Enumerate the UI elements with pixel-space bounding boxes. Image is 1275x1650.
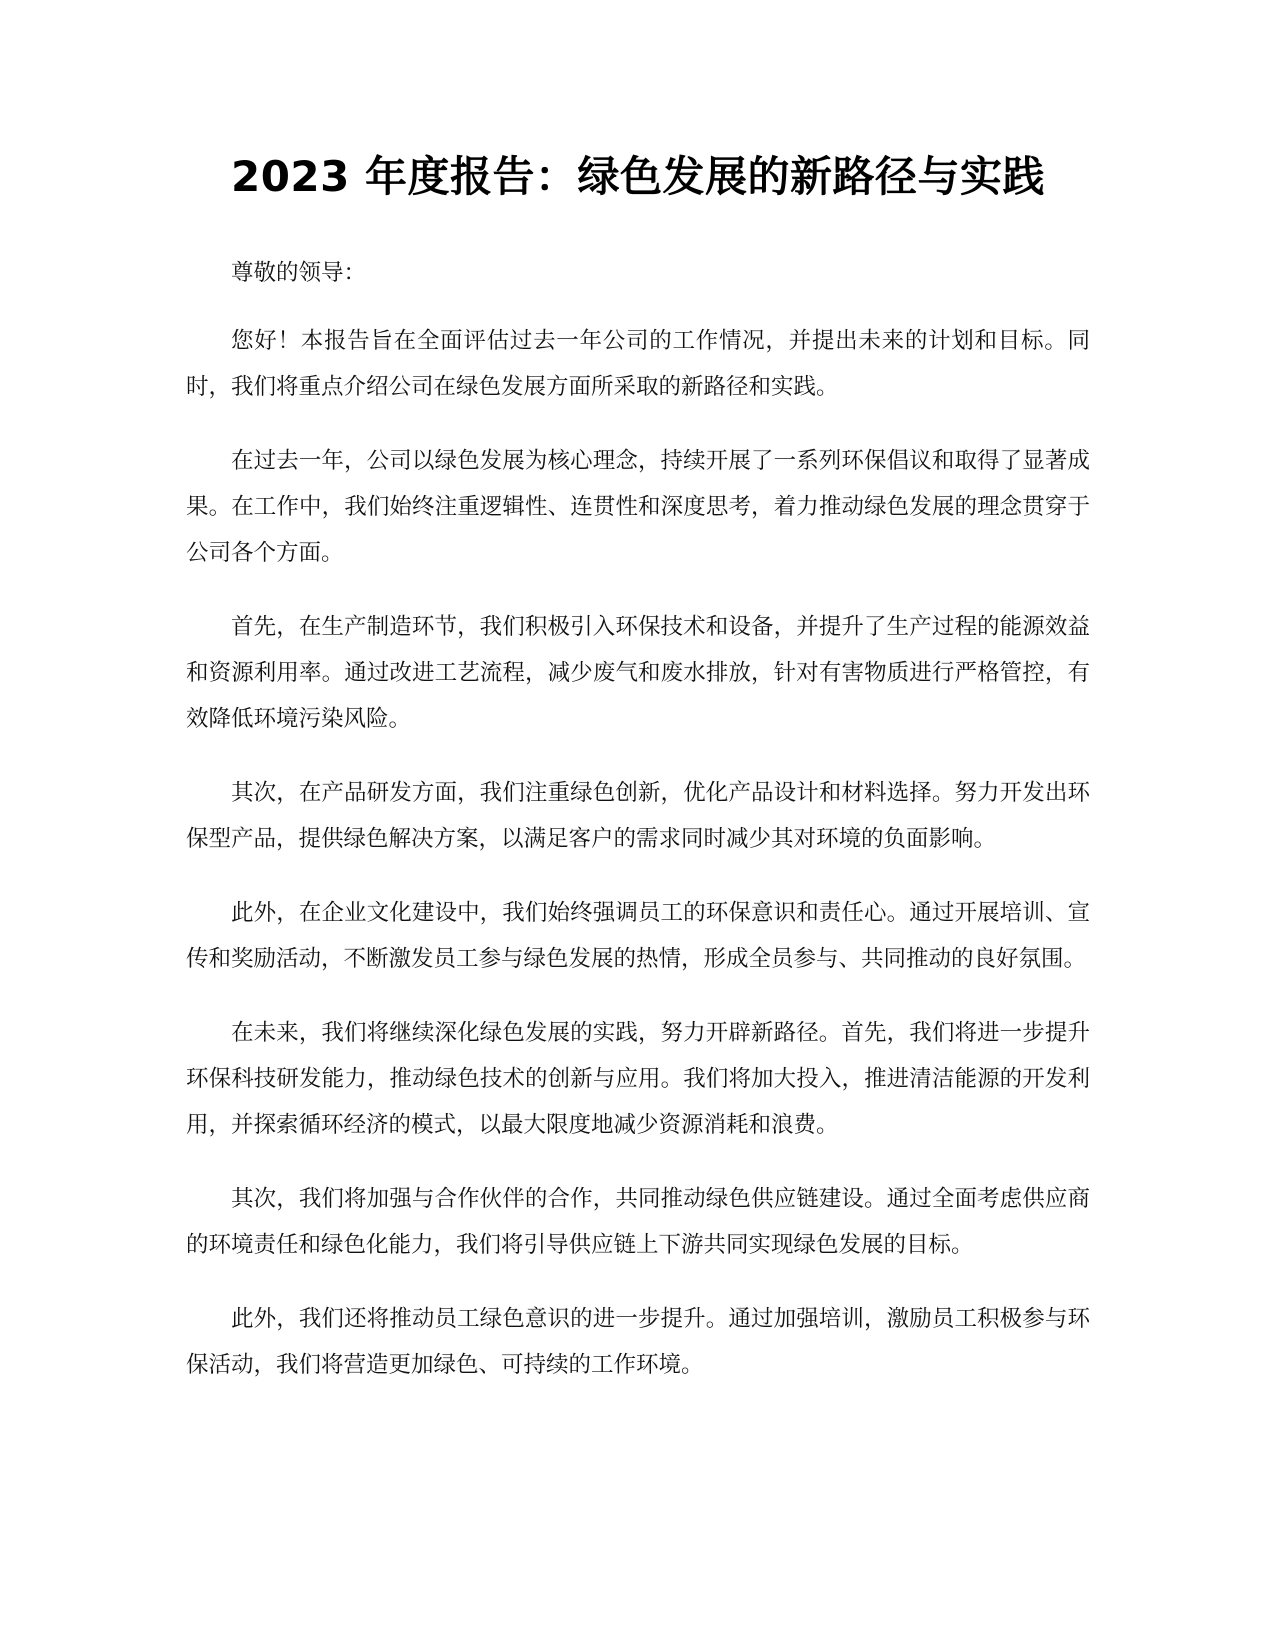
document-title: 2023 年度报告：绿色发展的新路径与实践 <box>230 152 1046 201</box>
paragraph-3: 首先，在生产制造环节，我们积极引入环保技术和设备，并提升了生产过程的能源效益和资源利用率。通过改进工艺流程，减少废气和废水排放，针对有害物质进行严格管控，有效降低环境污染风险。 <box>186 614 1090 732</box>
paragraph-7: 其次，我们将加强与合作伙伴的合作，共同推动绿色供应链建设。通过全面考虑供应商的环境责任和绿色化能力，我们将引导供应链上下游共同实现绿色发展的目标。 <box>186 1186 1090 1258</box>
paragraph-5: 此外，在企业文化建设中，我们始终强调员工的环保意识和责任心。通过开展培训、宣传和奖励活动，不断激发员工参与绿色发展的热情，形成全员参与、共同推动的良好氛围。 <box>186 900 1090 972</box>
salutation: 尊敬的领导： <box>231 260 367 286</box>
paragraph-1: 您好！本报告旨在全面评估过去一年公司的工作情况，并提出未来的计划和目标。同时，我们将重点介绍公司在绿色发展方面所采取的新路径和实践。 <box>186 328 1090 400</box>
document-body <box>186 250 1090 1388</box>
paragraph-6: 在未来，我们将继续深化绿色发展的实践，努力开辟新路径。首先，我们将进一步提升环保科技研发能力，推动绿色技术的创新与应用。我们将加大投入，推进清洁能源的开发利用，并探索循环经济的模式，以最大限度地减少资源消耗和浪费。 <box>186 1020 1090 1138</box>
paragraph-8: 此外，我们还将推动员工绿色意识的进一步提升。通过加强培训，激励员工积极参与环保活动，我们将营造更加绿色、可持续的工作环境。 <box>186 1306 1090 1378</box>
paragraph-2: 在过去一年，公司以绿色发展为核心理念，持续开展了一系列环保倡议和取得了显著成果。在工作中，我们始终注重逻辑性、连贯性和深度思考，着力推动绿色发展的理念贯穿于公司各个方面。 <box>186 448 1090 566</box>
paragraph-4: 其次，在产品研发方面，我们注重绿色创新，优化产品设计和材料选择。努力开发出环保型产品，提供绿色解决方案，以满足客户的需求同时减少其对环境的负面影响。 <box>186 780 1090 852</box>
